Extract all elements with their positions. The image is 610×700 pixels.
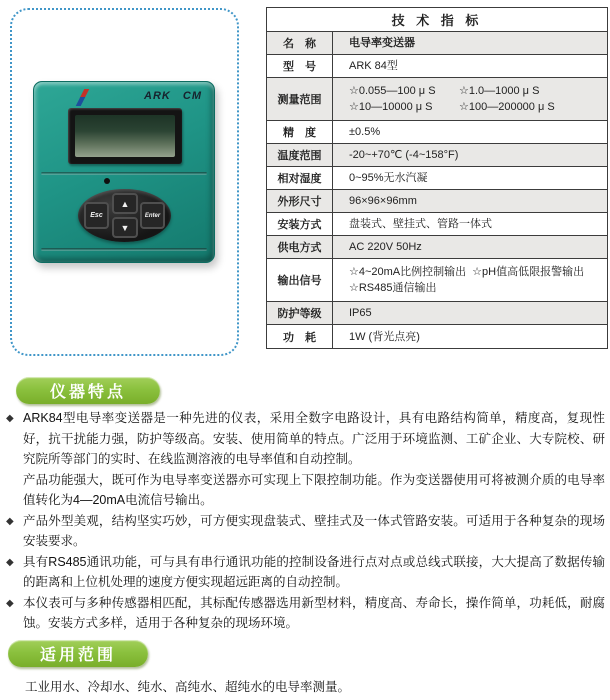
table-row — [267, 167, 607, 190]
enter-button — [140, 202, 165, 229]
table-row — [267, 78, 607, 121]
application-heading: 适用范围 — [39, 647, 116, 664]
down-arrow-icon: ▼ — [120, 222, 130, 233]
diamond-bullet-icon: ◆ — [6, 413, 14, 424]
spec-label: 输出信号 — [267, 259, 333, 301]
down-arrow-button — [112, 217, 138, 238]
up-arrow-button — [112, 193, 138, 214]
list-item — [6, 552, 605, 593]
spec-value: IP65 — [349, 307, 372, 319]
lcd-display — [68, 108, 182, 164]
spec-value: ☆0.055—100 μ S ☆1.0—1000 μ S ☆10—10000 μ S ☆100—200000 μ S — [349, 85, 555, 113]
spec-label: 温度范围 — [267, 144, 333, 166]
esc-button-label: Esc — [90, 212, 103, 219]
spec-label: 相对湿度 — [267, 167, 333, 189]
feature-text: 具有RS485通讯功能，可与具有串行通讯功能的控制设备进行点对点或总线式联接，大大提高了数据传输的距离和上位机处理的速度方便实现超远距离的自动控制。 — [23, 554, 605, 589]
spec-label: 外形尺寸 — [267, 190, 333, 212]
table-row — [267, 213, 607, 236]
spec-label: 名 称 — [267, 32, 333, 54]
table-row — [267, 144, 607, 167]
product-photo-frame — [10, 8, 239, 356]
feature-text: 产品功能强大，既可作为电导率变送器亦可实现上下限控制功能。作为变送器使用可将被测介质的电导率值转化为4—20mA电流信号输出。 — [23, 472, 605, 507]
spec-table-title: 技 术 指 标 — [267, 8, 607, 32]
status-led — [104, 178, 110, 184]
list-item — [6, 511, 605, 552]
spec-label: 测量范围 — [267, 78, 333, 120]
spec-label: 功 耗 — [267, 325, 333, 348]
panel-groove — [41, 172, 207, 175]
features-list — [6, 408, 605, 634]
spec-value: 0~95%无水汽凝 — [349, 172, 428, 184]
table-row — [267, 325, 607, 348]
spec-value: AC 220V 50Hz — [349, 241, 422, 253]
table-row — [267, 259, 607, 302]
spec-label: 供电方式 — [267, 236, 333, 258]
spec-label: 防护等级 — [267, 302, 333, 324]
table-row — [267, 302, 607, 325]
feature-text: 产品外型美观，结构坚实巧妙，可方便实现盘装式、壁挂式及一体式管路安装。可适用于各种复杂的现场安装要求。 — [23, 513, 605, 548]
diamond-bullet-icon: ◆ — [6, 597, 14, 609]
table-row — [267, 55, 607, 78]
spec-value: 盘装式、壁挂式、管路一体式 — [349, 218, 492, 230]
spec-value: ☆4~20mA比例控制输出 ☆pH值高低限报警输出 ☆RS485通信输出 — [349, 266, 585, 294]
diamond-bullet-icon: ◆ — [6, 515, 14, 527]
table-row — [267, 236, 607, 259]
spec-value: 1W (背光点亮) — [349, 330, 420, 343]
device-brand-label: ARK CM — [144, 90, 202, 102]
keypad-oval — [78, 189, 171, 242]
spec-value: ±0.5% — [349, 126, 381, 138]
panel-groove — [41, 248, 207, 251]
list-item — [6, 593, 605, 634]
spec-value: ARK 84型 — [349, 60, 398, 72]
spec-label: 安装方式 — [267, 213, 333, 235]
table-row — [267, 190, 607, 213]
spec-label: 精 度 — [267, 121, 333, 143]
spec-label: 型 号 — [267, 55, 333, 77]
application-section-badge — [8, 640, 148, 667]
table-row — [267, 32, 607, 55]
features-section-badge — [16, 377, 160, 404]
brand-logo-icon — [74, 88, 92, 107]
spec-table — [266, 7, 608, 349]
feature-text: ARK84型电导率变送器是一种先进的仪表，采用全数字电路设计，具有电路结构简单，精度高，复现性好，抗干扰能力强，防护等级高。安装、使用简单的特点。广泛用于环境监测、工矿企业、大专院校、研究院所等部门的实时、在线监测溶液的电导率值和自动控制。 — [23, 411, 605, 466]
spec-value: 96×96×96mm — [349, 195, 417, 207]
up-arrow-icon: ▲ — [120, 198, 130, 209]
spec-value: -20~+70℃ (-4~158°F) — [349, 149, 459, 161]
conductivity-transmitter-photo — [33, 81, 215, 263]
enter-button-label: Enter — [144, 212, 161, 219]
feature-text: 本仪表可与多种传感器相匹配，其标配传感器选用新型材料，精度高、寿命长，操作简单，功耗低，耐腐蚀。安装方式多样，适用于各种复杂的现场环境。 — [23, 595, 605, 630]
list-item — [6, 408, 605, 511]
features-heading: 仪器特点 — [49, 384, 126, 401]
lcd-screen — [75, 115, 175, 157]
esc-button — [84, 202, 109, 229]
spec-value: 电导率变送器 — [349, 37, 415, 49]
table-row — [267, 121, 607, 144]
diamond-bullet-icon: ◆ — [6, 556, 14, 568]
application-text: 工业用水、冷却水、纯水、高纯水、超纯水的电导率测量。 — [25, 680, 351, 694]
